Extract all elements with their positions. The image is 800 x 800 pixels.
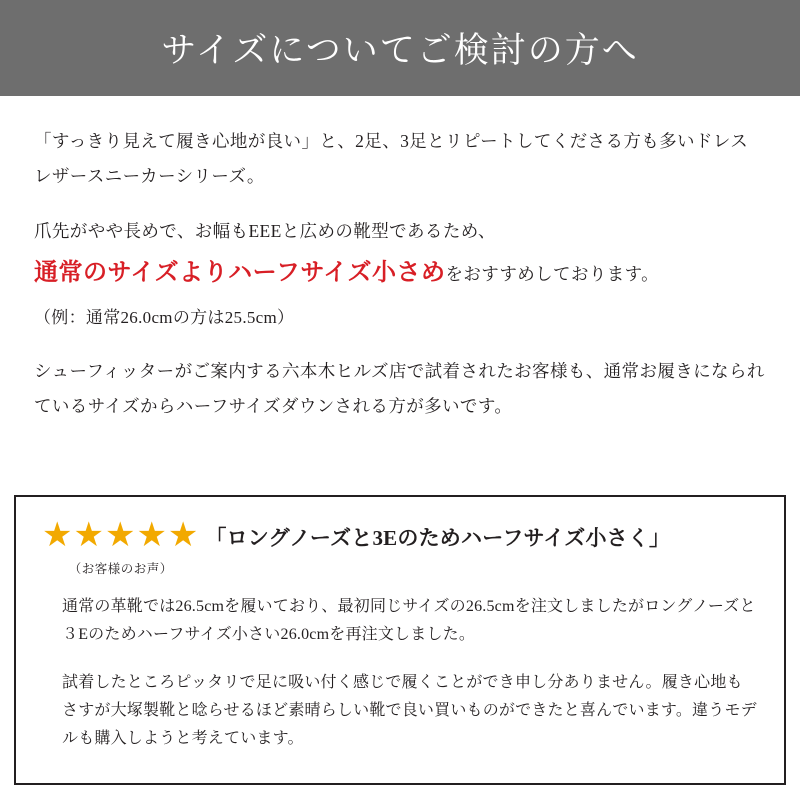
review-body [16, 577, 784, 753]
sizing-example-note: （例：通常26.0cmの方は25.5cm） [34, 308, 295, 327]
review-source-caption: （お客様のお声） [68, 562, 173, 576]
header-banner [0, 0, 800, 96]
sizing-tail-text: をおすすめしております。 [445, 264, 660, 284]
review-title: 「ロングノーズと3Eのためハーフサイズ小さく」 [205, 526, 671, 550]
review-paragraph-1: 通常の革靴では26.5cmを履いており、最初同じサイズの26.5cmを注文しましたがロングノーズと３Eのためハーフサイズ小さい26.0cmを再注文しました。 [62, 598, 756, 643]
page-title: サイズについてご検討の方へ [161, 31, 639, 70]
review-paragraph-2: 試着したところピッタリで足に吸い付く感じで履くことができ申し分ありません。履き心地もさすが大塚製靴と唸らせるほど素晴らしい靴で良い買いものができたと喜んでいます。違うモデルも購入しようと考えています。 [62, 674, 757, 747]
sizing-lead-text: 爪先がやや長めで、お幅もEEEと広めの靴型であるため、 [34, 221, 496, 241]
customer-review-box [14, 495, 786, 785]
fitter-paragraph: シューフィッターがご案内する六本木ヒルズ店で試着されたお客様も、通常お履きになられているサイズからハーフサイズダウンされる方が多いです。 [34, 360, 765, 416]
review-header [16, 497, 784, 577]
rating-group [42, 519, 199, 577]
body-content [0, 96, 800, 424]
star-rating-icon: ★★★★★ [42, 517, 200, 554]
sizing-emphasis-text: 通常のサイズよりハーフサイズ小さめ [34, 260, 446, 286]
sizing-paragraph [34, 214, 766, 297]
intro-paragraph: 「すっきり見えて履き心地が良い」と、2足、3足とリピートしてくださる方も多いドレスレザースニーカーシリーズ。 [34, 131, 749, 186]
